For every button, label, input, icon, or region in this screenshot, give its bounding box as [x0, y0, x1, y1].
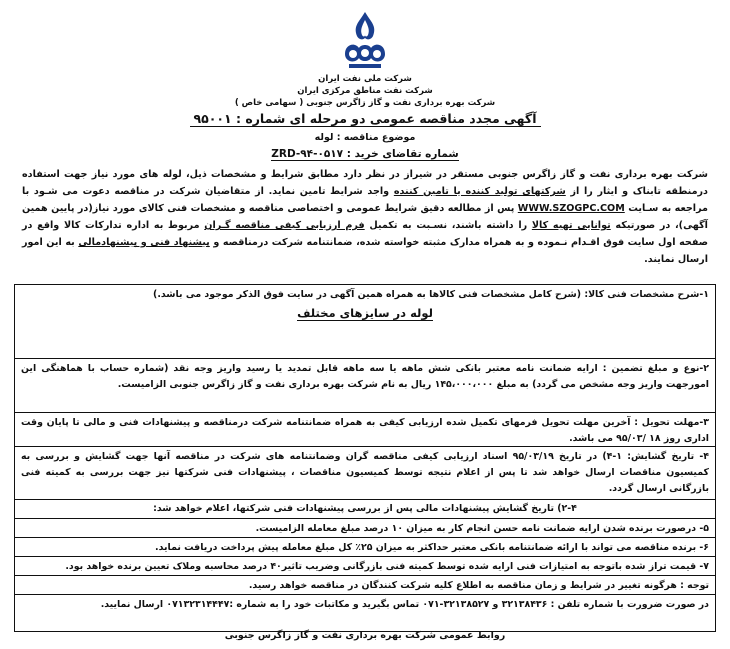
- intro-text-5: مربوط به اداره تدارکات کالا واقع در صفحه اول سایت فوق اقـدام نـموده و به همراه مدارک مثبته خواسته شده، ضمانتنامه شرکت درمناقصه و: [22, 220, 709, 248]
- title-text: آگهی مجدد مناقصه عمومی دو مرحله ای شماره : ۹۵۰۰۱: [190, 111, 541, 127]
- org-line-3: شرکت بهره برداری نفت و گاز زاگرس جنوبی ( سهامی خاص ): [234, 98, 496, 108]
- table-row: ۲-نوع و مبلغ تضمین : ارایه ضمانت نامه معتبر بانکی شش ماهه یا سه ماهه قابل تمدید یا رسید واریز وجه نقد (شماره حساب با هماهنگی این امورجهت واریز وجه مشخص می گردد) به مبلغ ۱۴۵،۰۰۰،۰۰۰ ریال به نام شرکت بهره برداری نفت و گاز زاگرس جنوبی الزامیست.: [15, 359, 715, 413]
- org-line-2: شرکت نفت مناطق مرکزی ایران: [297, 86, 433, 96]
- website-link[interactable]: WWW.SZOGPC.COM: [517, 203, 625, 214]
- intro-text-6: به این امور ارسال نمایند.: [22, 237, 708, 265]
- tender-subject: موضوع مناقصه : لوله: [314, 132, 416, 143]
- intro-text-4: را داشته باشند، نسـبت به تکمیل: [364, 220, 532, 231]
- conditions-table: [14, 284, 716, 632]
- table-row: ۶- برنده مناقصه می تواند با ارائه ضمانتنامه بانکی معتبر حداکثر به میزان ۲۵٪ کل مبلغ معامله پیش پرداخت دریافت نماید.: [15, 538, 715, 557]
- row-4-text: ۴- تاریخ گشایش: ۱-۴) در تاریخ ۹۵/۰۳/۱۹ اسناد ارزیابی کیفی مناقصه گران وضمانتنامه های شرکت در مناقصه آنها جهت گشایش و بررسی به کمیسیون مناقصات ارسال خواهد شد تا پس از اعلام نتیجه توسط کمیسیون مناقصات ، پیشنهادات فنی شرکتها نیز جهت بررسی به کمیته فنی بازرگانی ارسال گردد.: [21, 451, 709, 494]
- table-row: [15, 285, 715, 359]
- footer-signature: روابط عمومی شرکت بهره برداری نفت و گاز زاگرس جنوبی: [224, 630, 506, 641]
- table-row: [15, 447, 715, 519]
- page-title: [14, 111, 716, 127]
- intro-underline-3: فرم ارزیابی کیفی مناقصه گـران: [204, 220, 365, 231]
- row-1-text: ۱-شرح مشخصات فنی کالا: (شرح کامل مشخصات فنی کالاها به همراه همین آگهی در سایت فوق الذکر موجود می باشد.): [153, 289, 709, 300]
- intro-underline-2: توانایی تهیه کالا: [531, 220, 611, 231]
- intro-text-2: واجد شرایط تامین نماید. از متقاضیان شرکت در مناقصه دعوت می شـود با مراجعه به سـایت: [22, 186, 708, 214]
- table-row: ۵- درصورت برنده شدن ارایه ضمانت نامه حسن انجام کار به میزان ۱۰ درصد مبلغ معامله الزامیست.: [15, 519, 715, 538]
- intro-text-3: پس از مطالعه دقیق شرایط عمومی و اختصاصی مناقصه و مشخصات فنی کالای مورد نیاز(در پایین همین آگهی)، در صورتیکه: [22, 203, 708, 231]
- intro-text-1: شرکت بهره برداری نفت و گاز زاگرس جنوبی مستقر در شیراز در نظر دارد مطابق شرایط و مشخصات ذیل، لوله های مورد نیاز جهت استفاده درمنطقه تابناک و ایثار را از: [22, 169, 708, 197]
- table-row: در صورت ضرورت با شماره تلفن : ۳۲۱۳۸۴۳۶ و ۳۲۱۳۸۵۲۷-۰۷۱ تماس بگیرید و مکاتبات خود را به شماره :۰۷۱۳۲۳۱۴۴۴۷ ارسال نمایید.: [100, 599, 709, 610]
- request-number-text: شماره تقاضای خرید : ۰۵۱۷-ZRD-۹۴: [271, 148, 459, 160]
- intro-underline-4: پیشنهاد فنی و پیشنهادمالی: [78, 237, 210, 248]
- intro-paragraph: [22, 166, 708, 268]
- tender-notice: [14, 6, 716, 644]
- intro-underline-1: شرکتهای تولید کننده یا تامین کننده: [393, 186, 566, 197]
- nioc-flame-logo-icon: [339, 10, 391, 70]
- table-row: ۳-مهلت تحویل : آخرین مهلت تحویل فرمهای تکمیل شده ارزیابی کیفی به همراه ضمانتنامه شرکت درمناقصه و پیشنهادات فنی و مالی تا پایان وقت اداری روز ۱۸ /۹۵/۰۳ می باشد.: [15, 413, 715, 447]
- table-row: ۷- قیمت تراز شده باتوجه به امتیازات فنی ارایه شده توسط کمیته فنی بازرگانی وضریب تاثیر۴۰ درصد محاسبه وملاک تعیین برنده خواهد بود.: [15, 557, 715, 576]
- table-row: توجه : هرگونه تغییر در شرایط و زمان مناقصه به اطلاع کلیه شرکت کنندگان در مناقصه خواهد رسید.: [15, 576, 715, 595]
- request-number: [14, 148, 716, 161]
- row-1-heading-text: لوله در سایزهای مختلف: [297, 306, 433, 320]
- row-4-sub: ۲-۴) تاریخ گشایش پیشنهادات مالی پس از بررسی پیشنهادات فنی شرکتها، اعلام خواهد شد:: [15, 499, 715, 517]
- row-1-heading: [21, 305, 709, 321]
- org-line-1: شرکت ملی نفت ایران: [318, 74, 412, 84]
